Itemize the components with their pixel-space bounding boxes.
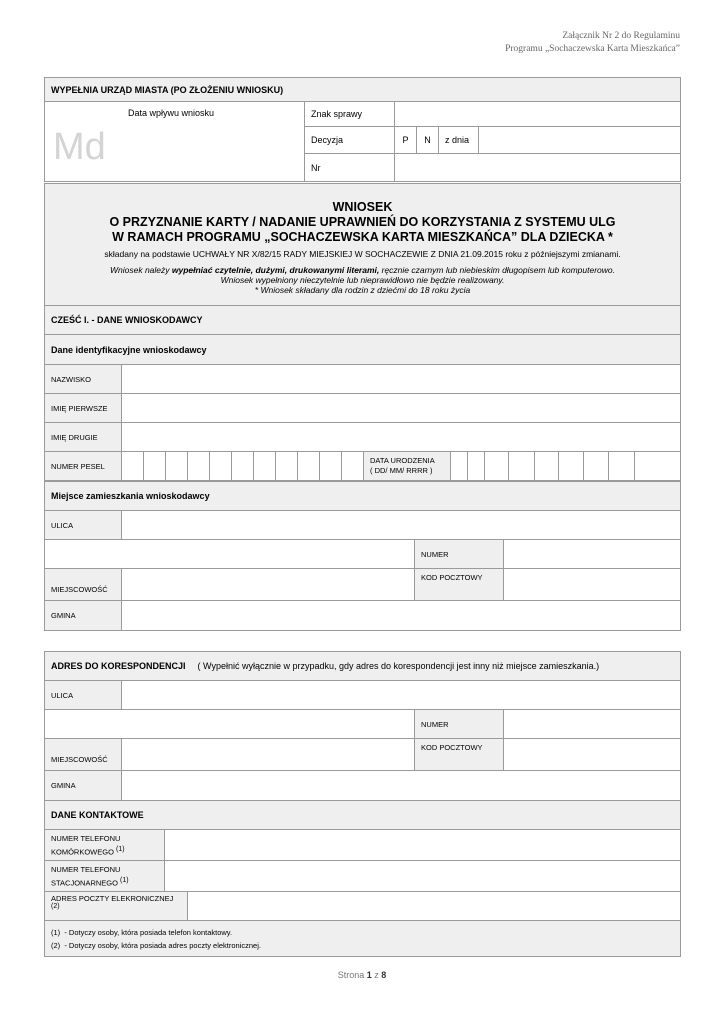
decision-date-field[interactable] (479, 127, 681, 154)
birth-date-digit[interactable] (485, 452, 509, 481)
section-1-table (44, 305, 681, 481)
commune-field[interactable] (122, 601, 681, 631)
commune-label: GMINA (45, 601, 122, 631)
birth-date-digit[interactable] (635, 452, 681, 481)
case-number-field[interactable] (395, 102, 681, 127)
footer-prefix: Strona (337, 970, 367, 980)
footer-mid: z (371, 970, 382, 980)
town-field[interactable] (122, 569, 415, 601)
pesel-digit[interactable] (188, 452, 210, 481)
pesel-digit[interactable] (122, 452, 144, 481)
form-title-line-3: W RAMACH PROGRAMU „SOCHACZEWSKA KARTA MIESZKAŃCA” DLA DZIECKA * (112, 230, 613, 244)
intake-date-cell[interactable] (45, 102, 305, 182)
corr-postal-label: KOD POCZTOWY (415, 739, 504, 771)
pesel-digit[interactable] (320, 452, 342, 481)
contact-footnotes (45, 921, 681, 957)
landline-label-2: STACJONARNEGO (51, 878, 118, 888)
surname-label: NAZWISKO (45, 365, 122, 394)
instruction-1-b: wypełniać czytelnie, dużymi, drukowanymi literami, (171, 265, 380, 275)
attachment-header (505, 30, 680, 56)
corr-number-label: NUMER (415, 710, 504, 739)
case-number-label: Znak sprawy (305, 102, 395, 127)
birth-date-digit[interactable] (535, 452, 559, 481)
correspondence-title-row (45, 652, 681, 681)
section-1-title: CZEŚĆ I. - DANE WNIOSKODAWCY (45, 306, 681, 335)
decision-p[interactable]: P (395, 127, 417, 154)
form-title-line-2: O PRZYZNANIE KARTY / NADANIE UPRAWNIEŃ DO KORZYSTANIA Z SYSTEMU ULG (109, 215, 616, 229)
email-field[interactable] (188, 892, 681, 921)
email-footnote-ref: (2) (51, 902, 60, 910)
birth-date-digit[interactable] (468, 452, 485, 481)
pesel-digit[interactable] (254, 452, 276, 481)
number-label: NUMER (415, 540, 504, 569)
surname-field[interactable] (122, 365, 681, 394)
blank-row-cell (45, 540, 415, 569)
correspondence-title: ADRES DO KORESPONDENCJI (51, 661, 186, 671)
mobile-footnote-ref: (1) (116, 845, 125, 853)
birth-date-digit[interactable] (559, 452, 584, 481)
instruction-3: * Wniosek składany dla rodzin z dziećmi do 18 roku życia (254, 285, 471, 295)
corr-street-label: ULICA (45, 681, 122, 710)
instruction-1-c: ręcznie czarnym lub niebieskim długopisem lub komputerowo. (379, 265, 615, 275)
page-footer (0, 970, 724, 980)
correspondence-note: ( Wypełnić wyłącznie w przypadku, gdy adres do korespondencji jest inny niż miejsce zamieszkania.) (197, 661, 600, 671)
email-label (45, 892, 188, 921)
form-title-cell (45, 184, 681, 306)
birth-date-format: ( DD/ MM/ RRRR ) (370, 466, 433, 475)
office-use-title: WYPEŁNIA URZĄD MIASTA (PO ZŁOŻENIU WNIOSKU) (45, 78, 681, 102)
form-title-table (44, 183, 681, 306)
office-use-table (44, 77, 681, 182)
postal-field[interactable] (504, 569, 681, 601)
corr-town-label: MIEJSCOWOŚĆ (45, 739, 122, 771)
birth-date-label (364, 452, 451, 481)
footnote-1-num: (1) (51, 927, 61, 937)
corr-blank-cell (45, 710, 415, 739)
birth-date-digit[interactable] (609, 452, 635, 481)
decision-label: Decyzja (305, 127, 395, 154)
instruction-2: Wniosek wypełniony nieczytelnie lub nieprawidłowo nie będzie realizowany. (220, 275, 505, 285)
footer-page: 1 (366, 970, 372, 980)
instruction-1 (51, 265, 674, 275)
first-name-label: IMIĘ PIERWSZE (45, 394, 122, 423)
second-name-field[interactable] (122, 423, 681, 452)
pesel-digit[interactable] (144, 452, 166, 481)
corr-street-field[interactable] (122, 681, 681, 710)
pesel-digit[interactable] (298, 452, 320, 481)
street-label: ULICA (45, 511, 122, 540)
landline-footnote-ref: (1) (120, 876, 129, 884)
corr-postal-field[interactable] (504, 739, 681, 771)
ident-title: Dane identyfikacyjne wnioskodawcy (45, 335, 681, 365)
nr-field[interactable] (395, 154, 681, 182)
pesel-digit[interactable] (342, 452, 364, 481)
contact-title: DANE KONTAKTOWE (45, 801, 681, 830)
contact-table (44, 800, 681, 957)
pesel-digit[interactable] (232, 452, 254, 481)
corr-town-field[interactable] (122, 739, 415, 771)
mobile-label (45, 830, 165, 861)
corr-commune-label: GMINA (45, 771, 122, 801)
mobile-field[interactable] (165, 830, 681, 861)
birth-date-digit[interactable] (451, 452, 468, 481)
nr-label: Nr (305, 154, 395, 182)
first-name-field[interactable] (122, 394, 681, 423)
decision-date-label: z dnia (439, 127, 479, 154)
legal-basis: składany na podstawie UCHWAŁY NR X/82/15 RADY MIEJSKIEJ W SOCHACZEWIE Z DNIA 21.09.2015 roku z późniejszymi zmianami. (104, 249, 621, 259)
footnote-1-text: - Dotyczy osoby, która posiada telefon kontaktowy. (64, 927, 233, 937)
second-name-label: IMIĘ DRUGIE (45, 423, 122, 452)
landline-label (45, 861, 165, 892)
pesel-digit[interactable] (276, 452, 298, 481)
footnote-2-text: - Dotyczy osoby, która posiada adres poczty elektronicznej. (64, 940, 261, 950)
residence-title: Miejsce zamieszkania wnioskodawcy (45, 482, 681, 511)
footer-total: 8 (381, 970, 387, 980)
intake-date-label: Data wpływu wniosku (128, 108, 215, 118)
pesel-digit[interactable] (166, 452, 188, 481)
postal-label: KOD POCZTOWY (415, 569, 504, 601)
email-label-text: ADRES POCZTY ELEKRONICZNEJ (51, 893, 174, 903)
footnote-2-num: (2) (51, 940, 61, 950)
attachment-line-2: Programu „Sochaczewska Karta Mieszkańca” (505, 44, 680, 54)
landline-field[interactable] (165, 861, 681, 892)
landline-label-1: NUMER TELEFONU (51, 864, 121, 874)
corr-commune-field[interactable] (122, 771, 681, 801)
town-label: MIEJSCOWOŚĆ (45, 569, 122, 601)
mobile-label-1: NUMER TELEFONU (51, 833, 121, 843)
attachment-line-1: Załącznik Nr 2 do Regulaminu (562, 31, 680, 41)
correspondence-table (44, 651, 681, 801)
birth-date-text: DATA URODZENIA (370, 456, 435, 465)
form-title-line-1: WNIOSEK (332, 200, 393, 214)
number-field[interactable] (504, 540, 681, 569)
residence-table (44, 481, 681, 631)
decision-n[interactable]: N (417, 127, 439, 154)
street-field[interactable] (122, 511, 681, 540)
footnote-2 (51, 939, 674, 952)
corr-number-field[interactable] (504, 710, 681, 739)
birth-date-digit[interactable] (509, 452, 535, 481)
pesel-digit[interactable] (210, 452, 232, 481)
pesel-label: NUMER PESEL (45, 452, 122, 481)
birth-date-digit[interactable] (584, 452, 609, 481)
stamp-placeholder: Md (53, 126, 106, 168)
mobile-label-2: KOMÓRKOWEGO (51, 847, 114, 857)
footnote-1 (51, 926, 674, 939)
instruction-1-a: Wniosek należy (109, 265, 172, 275)
